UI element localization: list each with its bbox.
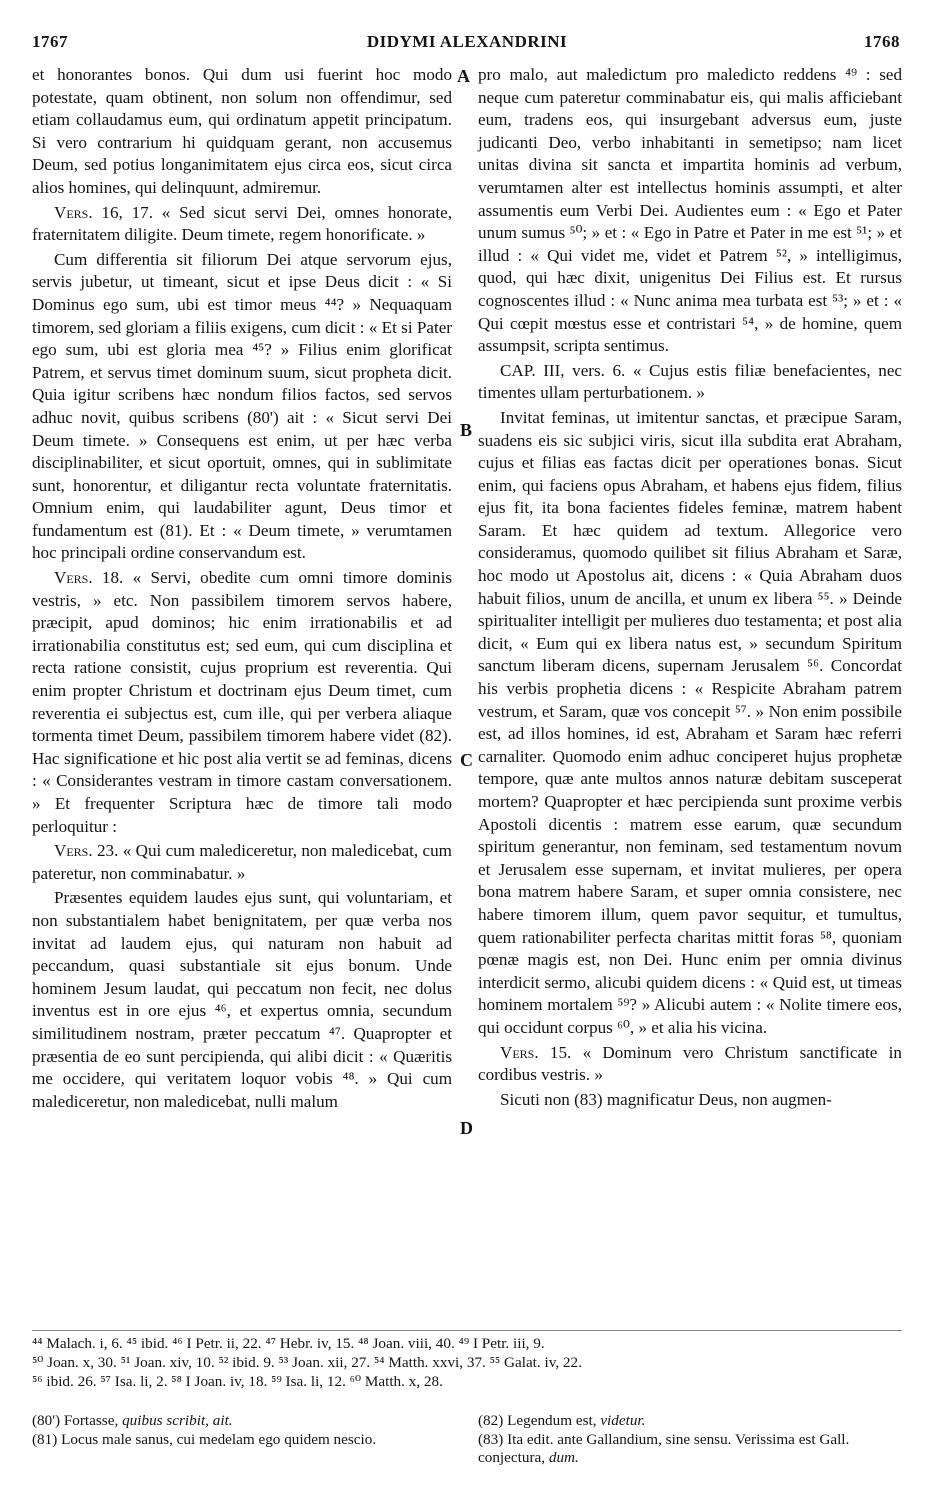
- note-text: (83) Ita edit. ante Gallandium, sine sensu. Verissima est Gall. conjectura,: [478, 1430, 850, 1466]
- margin-letter-b: B: [460, 420, 473, 440]
- note-text: (80') Fortasse,: [32, 1412, 123, 1429]
- verse-reference: Vers. 16, 17.: [54, 202, 153, 222]
- running-title: DIDYMI ALEXANDRINI: [366, 32, 568, 51]
- footnote-line: ⁵⁰ Joan. x, 30. ⁵¹ Joan. xiv, 10. ⁵² ibid. 9. ⁵³ Joan. xii, 27. ⁵⁴ Matth. xxvi, 37. ⁵⁵ Galat. iv, 22.: [32, 1354, 582, 1371]
- verse-text: « Cujus estis filiæ benefacientes, nec timentes ullam perturbationem. »: [478, 360, 902, 403]
- verse-text: « Sed sicut servi Dei, omnes honorate, fraternitatem diligite. Deum timete, regem honorificate. »: [32, 202, 452, 245]
- paragraph: Præsentes equidem laudes ejus sunt, qui voluntariam, et non substantialem habet benignitatem, per quæ verba nos invitat ad laudem ejus, qui naturam non habuit ad peccandum, quasi substantiale sit ejus bonum. Unde hominem Jesum laudat, qui peccatum non fecit, nec dolus inventus est in ore ejus ⁴⁶, et expertus omnia, secundum similitudinem nostram, præter peccatum ⁴⁷. Quapropter et præsentia de eo sunt percipienda, qui alibi dicit : « Quæritis me occidere, qui veritatem loquor vobis ⁴⁸. » Qui cum malediceretur, non maledicebat, nulli malum: [32, 888, 452, 1111]
- footnote-line: ⁵⁶ ibid. 26. ⁵⁷ Isa. li, 2. ⁵⁸ I Joan. iv, 18. ⁵⁹ Isa. li, 12. ⁶⁰ Matth. x, 28.: [32, 1373, 443, 1390]
- right-page-number: 1768: [864, 32, 900, 51]
- note-italic: quibus scribit, ait.: [122, 1412, 233, 1429]
- verse-text: « Servi, obedite cum omni timore dominis vestris, » etc. Non passibilem timorem servos habere, præcipit, apud dominos; hic enim irrationabilis et ad irrationabilia constitutus est; sed eum, qui cum disciplina et recta ratione consistit, cujus proprium est reverentia. Qui enim propter Christum et doctrinam ejus Deum timet, cum reverentia ei subjectus est, cum ille, qui per verbera aliaque tormenta timet Deum, passibilem timorem habere videt (82). Hac significatione et hic post alia vertit se ad feminas, dicens : « Considerantes vestram in timore castam conversationem. » Et frequenter Scriptura hæc de timore tali modo perloquitur :: [32, 568, 452, 836]
- paragraph: pro malo, aut maledictum pro maledicto reddens ⁴⁹ : sed neque cum pateretur comminabatur eis, qui malis afficiebant eum, tradens eos, qui insurgebant adversus eum, juste judicanti Deo, verbo inhabitanti in semetipso; nam licet unitas divina sit sancta et impartita hominis ad verbum, verumtamen alter est intellectus hominis assumpti, et alter assumentis eum Verbi Dei. Audientes eum : « Ego et Pater unum sumus ⁵⁰; » et : « Ego in Patre et Pater in me est ⁵¹; » et illud : « Qui videt me, videt et Patrem ⁵², » intelligimus, quod, qui hæc dixit, unigenitus Dei Filius est. Et rursus cognoscentes illud : « Nunc anima mea turbata est ⁵³; » et : « Qui cœpit mœstus esse et contristari ⁵⁴, » de homine, quem assumpsit, scripta sentimus.: [478, 65, 902, 356]
- note-italic: videtur.: [600, 1412, 646, 1429]
- paragraph: [32, 567, 452, 838]
- paragraph: Cum differentia sit filiorum Dei atque servorum ejus, servis jubetur, ut timeant, sicut et ipse Deus dicit : « Si Dominus ego sum, ubi est timor meus ⁴⁴? » Nequaquam timorem, sed gloriam a filiis exigens, cum dicit : « Et si Pater ego sum, ubi est gloria mea ⁴⁵? » Filius enim glorificat Patrem, et servus timet dominum suum, sicut propheta dicit. Quia igitur scribens hæc nondum filios factos, sed servos adhuc novit, quibus scribens (80') ait : « Sicut servi Dei Deum timete. » Consequens est enim, ut per hæc verba disciplinabiliter, et sicut oportuit, omnes, qui in sublimitate sunt, honorentur, et diligantur recta voluntate fraternitatis. Omnium enim, qui laudabiliter agunt, Deus timor et fundamentum est (81). Et : « Deum timete, » verumtamen hoc principali ordine conservandum est.: [32, 249, 452, 563]
- editor-note: [478, 1431, 902, 1468]
- scripture-footnotes: [32, 1334, 902, 1391]
- left-page-number: 1767: [32, 32, 68, 51]
- editor-note: (81) Locus male sanus, cui medelam ego quidem nescio.: [32, 1430, 377, 1448]
- verse-reference: Vers. 18.: [54, 568, 124, 588]
- paragraph: [32, 840, 452, 885]
- paragraph: Sicuti non (83) magnificatur Deus, non augmen-: [500, 1089, 832, 1109]
- editor-notes-right: [478, 1412, 902, 1468]
- paragraph: [478, 360, 902, 405]
- verse-text: « Qui cum malediceretur, non maledicebat, cum pateretur, non comminabatur. »: [32, 841, 452, 883]
- right-text-column: [478, 64, 902, 1111]
- left-text-column: [32, 64, 452, 1113]
- verse-text: « Dominum vero Christum sanctificate in cordibus vestris. »: [478, 1042, 902, 1085]
- paragraph: [32, 202, 452, 247]
- running-header: [0, 32, 934, 58]
- editor-note: [478, 1412, 902, 1431]
- verse-reference: Vers. 23.: [54, 841, 119, 861]
- footnote-line: ⁴⁴ Malach. i, 6. ⁴⁵ ibid. ⁴⁶ I Petr. ii, 22. ⁴⁷ Hebr. iv, 15. ⁴⁸ Joan. viii, 40. ⁴⁹ I Petr. iii, 9.: [32, 1335, 545, 1352]
- note-text: (82) Legendum est,: [478, 1412, 601, 1429]
- footnote-rule: [32, 1330, 902, 1331]
- verse-reference: Vers. 15.: [500, 1042, 572, 1062]
- margin-letter-c: C: [460, 750, 473, 770]
- paragraph: Invitat feminas, ut imitentur sanctas, et præcipue Saram, suadens eis sic subjici viris, sicut illa subdita erat Abraham, cujus et filias eas factas dicit per operationes bonas. Sicut enim, qui faciens opus Abraham, et habens ejus fidem, filius ejus fit, ita bona facientes fideles feminæ, matrem habent Saram. Et hæc quidem ad textum. Allegorice vero consideramus, quomodo quilibet sit filius Abraham et Saræ, hoc modo ut Apostolus ait, dicens : « Quia Abraham duos habuit filios, unum de ancilla, et unum ex libera ⁵⁵. » Deinde spiritualiter intelligit per mulieres duo testamenta; et post alia dicit, « Eum qui ex libera natus est, » secundum Spiritum sanctum liberam dicens, supernam Jerusalem ⁵⁶. Concordat his verbis prophetia dicens : « Respicite Abraham patrem vestrum, et Saram, quæ vos concepit ⁵⁷. » Non enim possibile est, ad illos homines, id est, Abraham et Saram hæc referri carnaliter. Quomodo enim adhuc conciperet hujus prophetæ tempore, quæ ante multos annos naturæ debitam susceperat mortem? Quapropter et hæc percipienda sunt proxime verbis Apostoli dicentis : matrem esse earum, quæ secundum spiritum generantur, non feminam, sed testamentum novum et Jerusalem esse supernam, et invitat mulieres, per opera bona matrem habere Saram, et super omnia consistere, nec habere timorem illum, quem pavor sequitur, et tumultus, quem rationabiliter perfecta charitas mittit foras ⁵⁸, quoniam pœnæ magis est, non Dei. Hunc enim per omnia divinus interdicit sermo, alicubi quidem dicens : « Quid est, ut timeas hominem mortalem ⁵⁹? » Alicubi autem : « Nolite timere eos, qui occidunt corpus ⁶⁰, » et alia his vicina.: [478, 407, 902, 1037]
- editor-note: [32, 1412, 452, 1431]
- chapter-reference: CAP. III, vers. 6.: [500, 360, 626, 380]
- paragraph: et honorantes bonos. Qui dum usi fuerint hoc modo potestate, quam obtinent, non solum non offendimur, sed etiam collaudamus eum, qui ordinatum appetit principatum. Si vero contrarium hi quidquam gerant, non accusemus Deum, sed potius longanimitatem ejus circa eos, sicut circa alios homines, qui delinquunt, admiremur.: [32, 65, 452, 197]
- margin-letter-d: D: [460, 1118, 473, 1138]
- note-italic: dum.: [548, 1449, 579, 1466]
- editor-notes-left: [32, 1412, 452, 1449]
- paragraph: [478, 1042, 902, 1087]
- margin-letter-a: A: [457, 66, 470, 86]
